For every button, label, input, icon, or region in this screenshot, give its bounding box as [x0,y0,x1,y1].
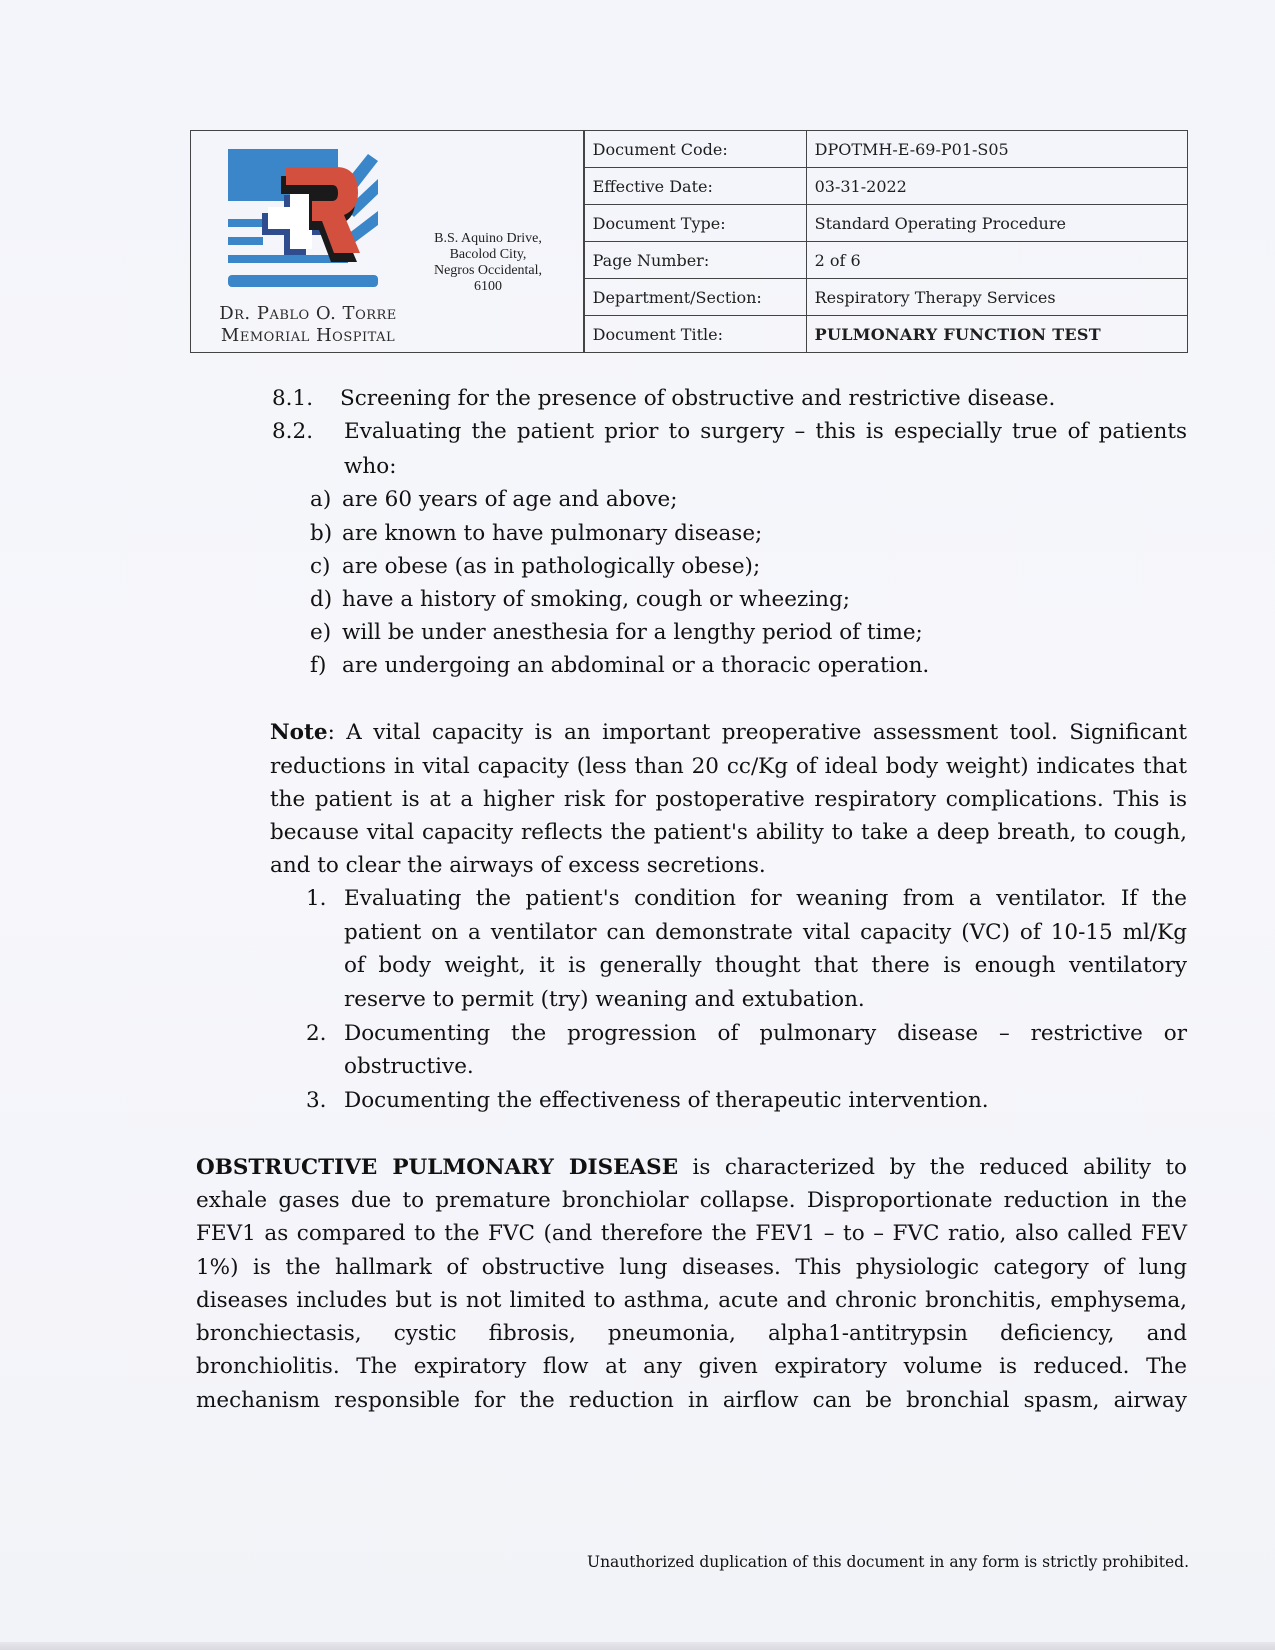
note-line: and to clear the airways of excess secretions. [270,853,766,878]
meta-value: DPOTMH-E-69-P01-S05 [806,131,1187,168]
paragraph-line: mechanism responsible for the reduction in airflow can be bronchial spasm, airway [196,1388,1187,1413]
paragraph-line: exhale gases due to premature bronchiolar collapse. Disproportionate reduction in the [196,1188,1187,1213]
list-marker: e) [310,620,332,645]
list-text: are obese (as in pathologically obese); [342,554,761,579]
meta-label: Document Title: [584,316,806,353]
note-line [270,720,1187,745]
address-line: Bacolod City, [449,247,527,262]
section-text: Screening for the presence of obstructive and restrictive disease. [340,386,1056,411]
list-item [310,653,930,678]
hospital-branding [191,131,584,352]
section-text-continued: who: [344,454,397,479]
note-line: the patient is at a higher risk for postoperative respiratory complications. This is [270,787,1187,812]
meta-value: Standard Operating Procedure [806,205,1187,242]
meta-row-effective-date [584,168,1187,205]
meta-label: Document Type: [584,205,806,242]
list-item [310,521,763,546]
list-text: are 60 years of age and above; [342,487,678,512]
list-text: are undergoing an abdominal or a thoracic operation. [342,653,930,678]
list-text: of body weight, it is generally thought that there is enough ventilatory [344,953,1187,978]
paragraph-line: 1%) is the hallmark of obstructive lung diseases. This physiologic category of lung [196,1255,1187,1280]
hospital-name-line1: Dr. Pablo O. Torre [219,303,397,324]
section-number: 8.2. [272,419,314,444]
meta-label: Effective Date: [584,168,806,205]
paragraph-line: bronchiectasis, cystic fibrosis, pneumonia, alpha1-antitrypsin deficiency, and [196,1321,1187,1346]
list-item [310,554,761,579]
list-marker: c) [310,554,331,579]
meta-label: Page Number: [584,242,806,279]
meta-row-document-title [584,316,1187,353]
list-text: Documenting the effectiveness of therapeutic intervention. [344,1088,989,1113]
hospital-name-line2: Memorial Hospital [220,325,396,346]
meta-row-document-type [584,205,1187,242]
list-marker: a) [310,487,332,512]
list-text: patient on a ventilator can demonstrate vital capacity (VC) of 10-15 ml/Kg [344,920,1187,945]
list-number: 3. [306,1088,327,1113]
meta-value: PULMONARY FUNCTION TEST [806,316,1187,353]
meta-value: 2 of 6 [806,242,1187,279]
meta-row-department [584,279,1187,316]
note-line: reductions in vital capacity (less than 20 cc/Kg of ideal body weight) indicates that [270,754,1187,779]
list-marker: d) [310,587,333,612]
hospital-address [413,231,563,295]
meta-value: 03-31-2022 [806,168,1187,205]
address-line: 6100 [474,279,502,294]
page-edge [0,1642,1275,1650]
note-line: because vital capacity reflects the patient's ability to take a deep breath, to cough, [270,820,1187,845]
section-heading: OBSTRUCTIVE PULMONARY DISEASE [196,1155,679,1180]
list-item [310,587,850,612]
paragraph-line: diseases includes but is not limited to asthma, acute and chronic bronchitis, emphysema, [196,1288,1187,1313]
list-number: 1. [306,886,327,911]
list-text: obstructive. [344,1054,474,1079]
paragraph-line [196,1155,1187,1180]
note-text: : A vital capacity is an important preoperative assessment tool. Significant [327,720,1187,745]
meta-row-page-number [584,242,1187,279]
paragraph-text: is characterized by the reduced ability to [678,1155,1187,1180]
paragraph-line: bronchiolitis. The expiratory flow at any given expiratory volume is reduced. The [196,1354,1187,1379]
list-marker: b) [310,521,333,546]
document-header [190,130,1188,353]
document-meta-table [584,130,1188,353]
address-line: B.S. Aquino Drive, [434,231,542,246]
list-marker: f) [310,653,327,678]
meta-label: Document Code: [584,131,806,168]
list-text: Documenting the progression of pulmonary disease – restrictive or [344,1021,1187,1046]
note-label: Note [270,720,328,745]
list-item [310,620,923,645]
hospital-logo-icon [228,149,378,289]
section-text: Evaluating the patient prior to surgery – this is especially true of patients [344,419,1187,444]
list-item [310,487,678,512]
paragraph-line: FEV1 as compared to the FVC (and therefore the FEV1 – to – FVC ratio, also called FEV [196,1221,1187,1246]
footer-disclaimer: Unauthorized duplication of this document in any form is strictly prohibited. [587,1553,1189,1571]
meta-row-document-code [584,131,1187,168]
meta-label: Department/Section: [584,279,806,316]
list-text: are known to have pulmonary disease; [342,521,763,546]
list-text: Evaluating the patient's condition for weaning from a ventilator. If the [344,886,1187,911]
list-text: reserve to permit (try) weaning and extubation. [344,987,865,1012]
list-text: will be under anesthesia for a lengthy period of time; [342,620,923,645]
section-number: 8.1. [272,386,314,411]
hospital-name [203,303,413,347]
list-number: 2. [306,1021,327,1046]
address-line: Negros Occidental, [433,263,543,278]
list-text: have a history of smoking, cough or wheezing; [342,587,850,612]
meta-value: Respiratory Therapy Services [806,279,1187,316]
